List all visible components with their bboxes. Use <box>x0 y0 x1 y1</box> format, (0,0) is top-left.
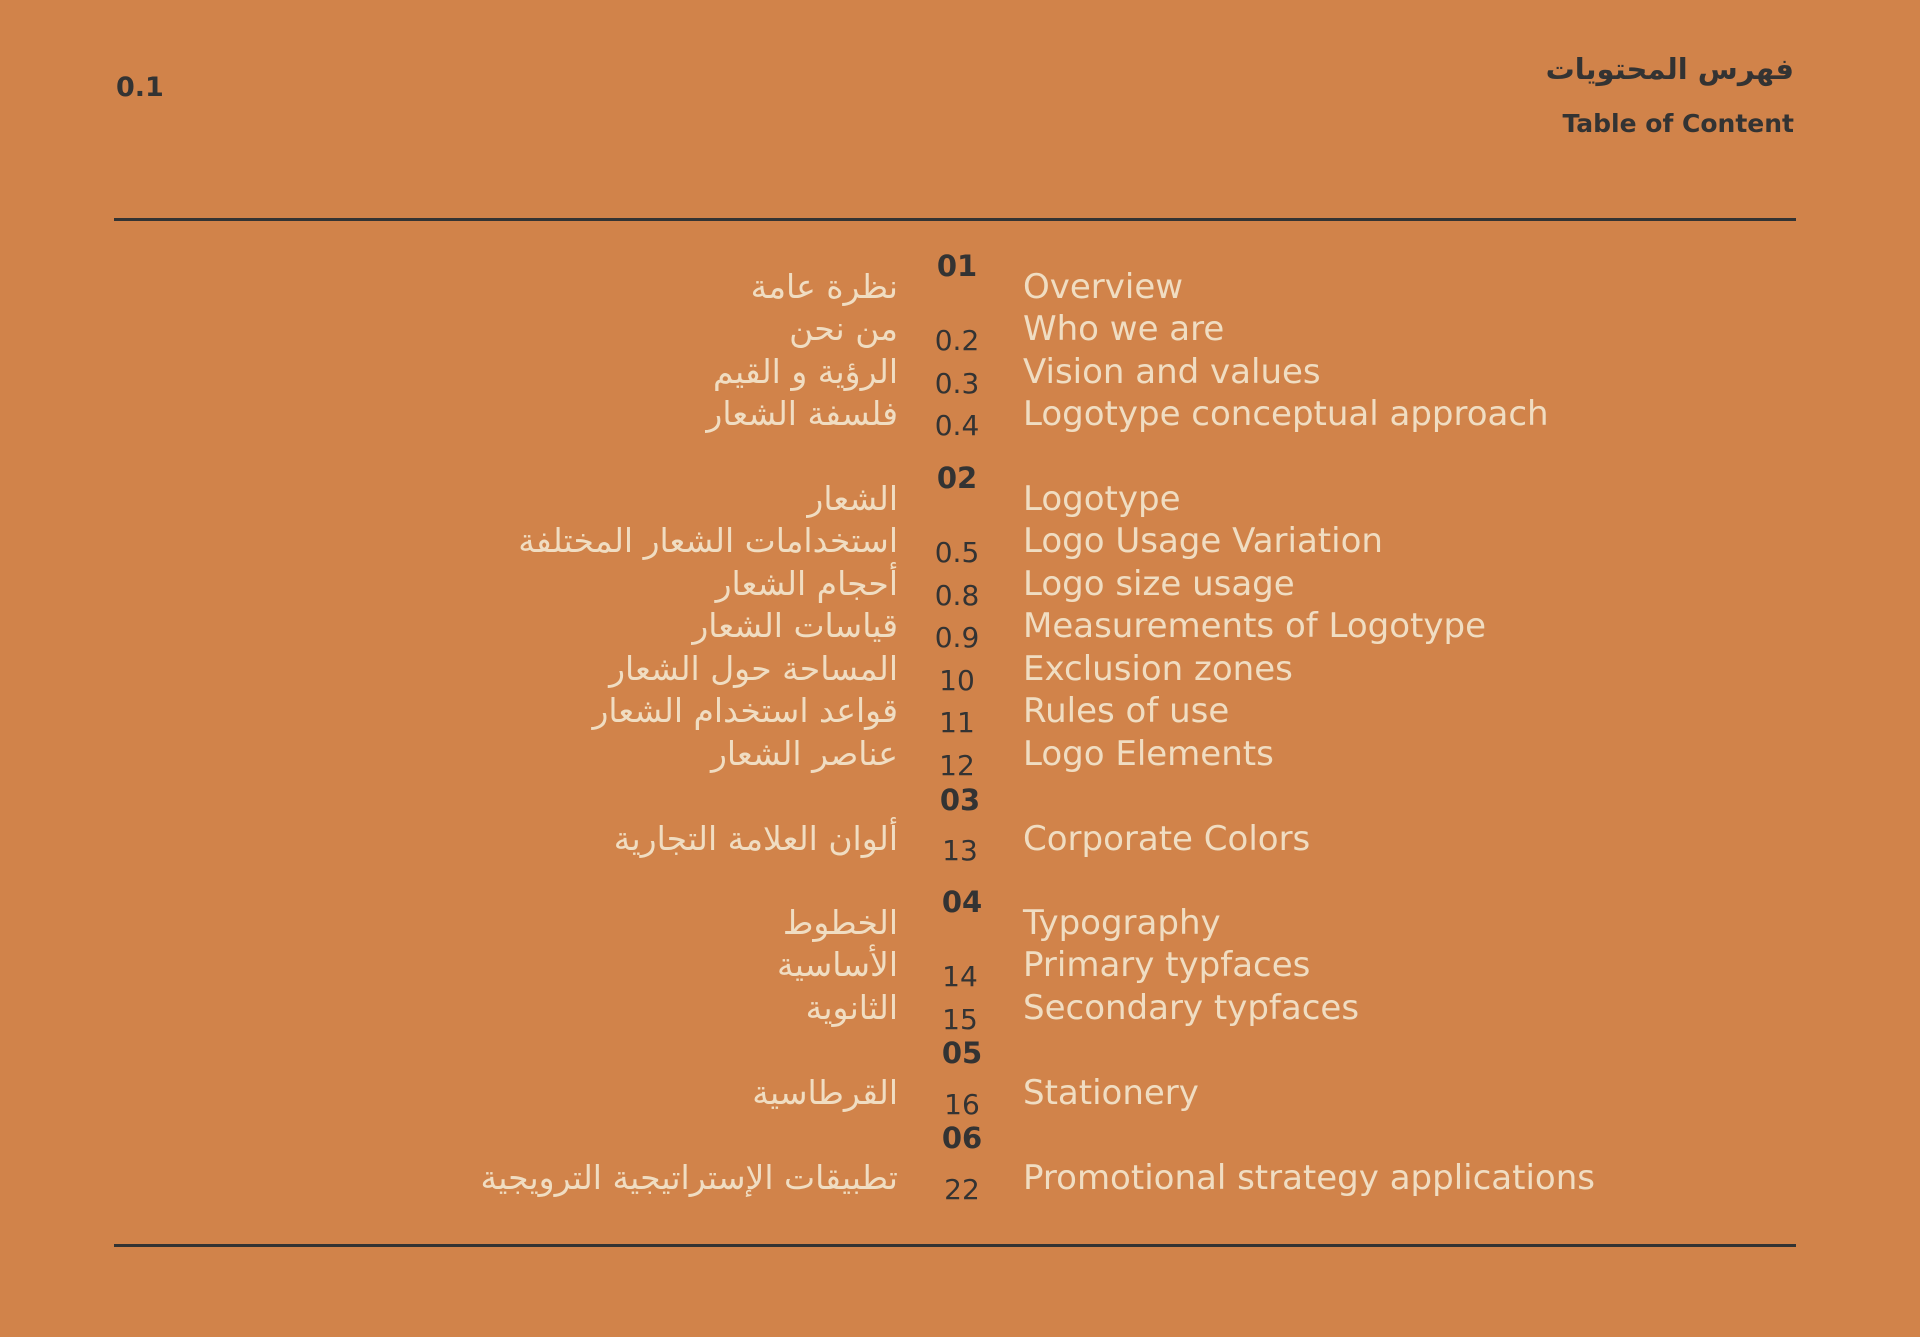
entry-page-number: 22 <box>944 1173 980 1206</box>
page-title-english: Table of Content <box>1562 109 1794 138</box>
toc-entry <box>0 818 1920 867</box>
section-number: 06 <box>941 1121 983 1155</box>
entry-title-english: Exclusion zones <box>1023 649 1293 689</box>
toc-entry <box>0 393 1920 442</box>
entry-title-english: Corporate Colors <box>1023 819 1311 859</box>
section-number: 02 <box>936 461 978 495</box>
toc-entry <box>0 351 1920 400</box>
toc-entry <box>0 1072 1920 1121</box>
entry-title-english: Who we are <box>1023 309 1225 349</box>
toc-entry <box>0 605 1920 654</box>
section-number: 03 <box>939 783 981 817</box>
entry-title-english: Overview <box>1023 267 1184 307</box>
entry-title-english: Logotype conceptual approach <box>1023 394 1549 434</box>
entry-page-number: 15 <box>942 1003 978 1036</box>
entry-title-arabic: من نحن <box>789 309 898 348</box>
entry-title-arabic: نظرة عامة <box>750 267 898 306</box>
entry-page-number: 0.3 <box>934 367 980 400</box>
entry-page-number: 0.5 <box>934 536 980 569</box>
entry-page-number: 12 <box>939 749 975 782</box>
toc-entry <box>0 563 1920 612</box>
entry-title-english: Typography <box>1023 903 1221 943</box>
entry-page-number: 0.4 <box>934 409 980 442</box>
entry-title-arabic: ألوان العلامة التجارية <box>613 819 898 858</box>
entry-page-number: 0.8 <box>934 579 980 612</box>
toc-entry <box>0 648 1920 697</box>
entry-title-arabic: استخدامات الشعار المختلفة <box>518 521 898 560</box>
entry-title-english: Promotional strategy applications <box>1023 1158 1595 1198</box>
toc-entry <box>0 944 1920 993</box>
toc-entry <box>0 478 1920 520</box>
toc-entry <box>0 987 1920 1036</box>
entry-title-arabic: الشعار <box>807 479 898 518</box>
entry-title-english: Logo Usage Variation <box>1023 521 1383 561</box>
entry-title-arabic: القرطاسية <box>752 1073 898 1112</box>
entry-title-english: Logo Elements <box>1023 734 1274 774</box>
entry-title-arabic: تطبيقات الإستراتيجية الترويجية <box>480 1158 898 1197</box>
entry-title-arabic: الأساسية <box>777 945 898 984</box>
entry-title-arabic: قياسات الشعار <box>692 606 898 645</box>
toc-entry <box>0 266 1920 308</box>
toc-entry <box>0 1157 1920 1206</box>
section-number: 04 <box>941 885 983 919</box>
entry-title-arabic: الرؤية و القيم <box>713 352 898 391</box>
entry-page-number: 0.9 <box>934 621 980 654</box>
toc-entry <box>0 690 1920 739</box>
entry-title-arabic: المساحة حول الشعار <box>609 649 898 688</box>
page-number: 0.1 <box>116 72 164 103</box>
entry-title-english: Vision and values <box>1023 352 1321 392</box>
toc-entry <box>0 733 1920 782</box>
entry-title-arabic: عناصر الشعار <box>711 734 898 773</box>
entry-page-number: 0.2 <box>934 324 980 357</box>
entry-page-number: 14 <box>942 960 978 993</box>
entry-page-number: 11 <box>939 706 975 739</box>
section-number: 05 <box>941 1036 983 1070</box>
entry-title-arabic: قواعد استخدام الشعار <box>592 691 898 730</box>
entry-page-number: 13 <box>942 834 978 867</box>
entry-title-english: Logo size usage <box>1023 564 1295 604</box>
bottom-divider <box>114 1244 1796 1247</box>
page-title-arabic: فهرس المحتويات <box>1545 52 1794 86</box>
toc-entry <box>0 520 1920 569</box>
entry-page-number: 10 <box>939 664 975 697</box>
entry-title-english: Stationery <box>1023 1073 1199 1113</box>
entry-title-english: Measurements of Logotype <box>1023 606 1487 646</box>
section-number: 01 <box>936 249 978 283</box>
entry-title-arabic: الخطوط <box>782 903 898 942</box>
entry-title-english: Rules of use <box>1023 691 1230 731</box>
entry-title-english: Secondary typfaces <box>1023 988 1360 1028</box>
entry-title-english: Logotype <box>1023 479 1181 519</box>
entry-title-arabic: الثانوية <box>805 988 898 1027</box>
toc-entry <box>0 308 1920 357</box>
entry-title-arabic: فلسفة الشعار <box>706 394 898 433</box>
toc-entry <box>0 902 1920 944</box>
entry-title-english: Primary typfaces <box>1023 945 1311 985</box>
entry-page-number: 16 <box>944 1088 980 1121</box>
entry-title-arabic: أحجام الشعار <box>715 564 898 603</box>
